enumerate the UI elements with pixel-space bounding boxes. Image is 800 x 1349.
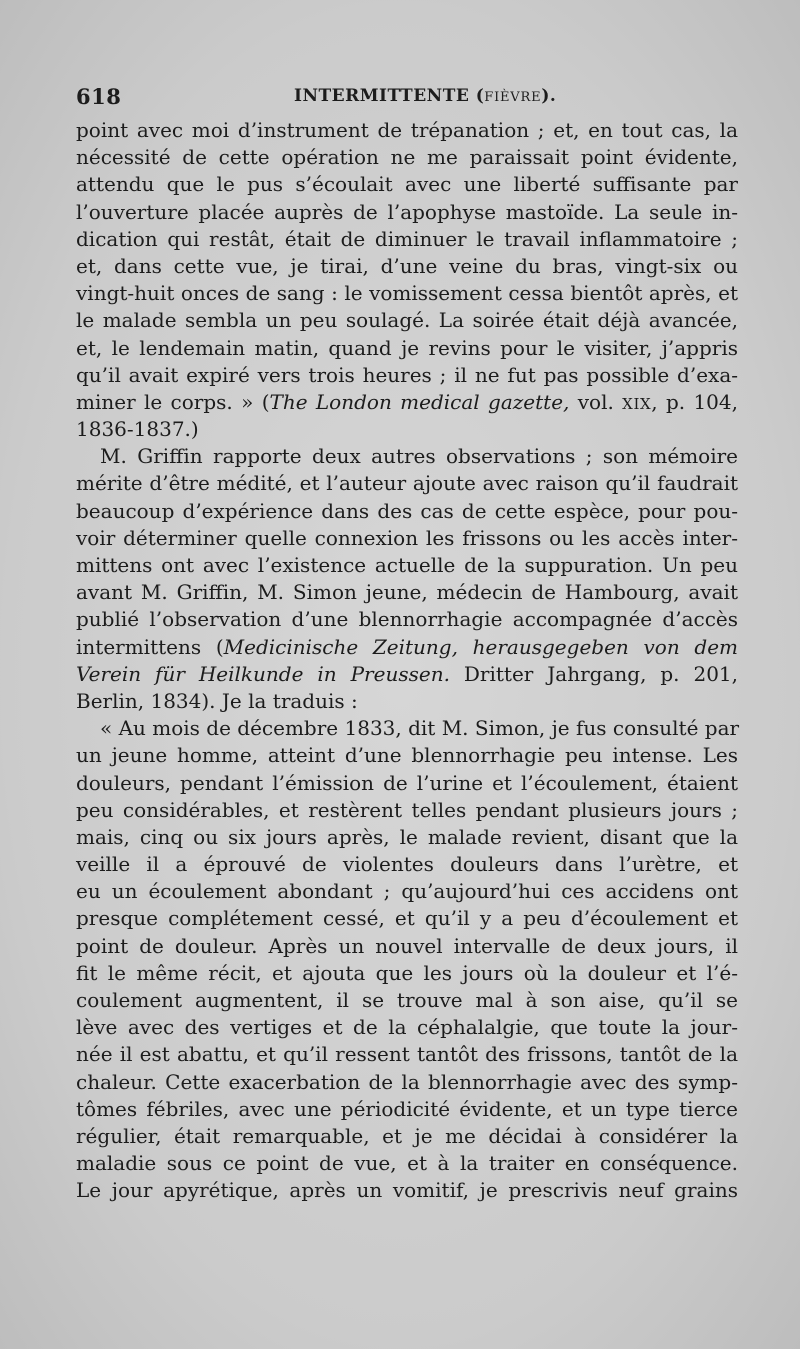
citation-post: , p. 104, (651, 389, 738, 414)
text-line: un jeune homme, atteint d’une blennorrhagie peu intense. Les (76, 743, 738, 768)
text-line: eu un écoulement abondant ; qu’aujourd’hui ces accidens ont (76, 879, 738, 904)
paragraph-start-line: « Au mois de décembre 1833, dit M. Simon, je fus consulté par (100, 716, 740, 741)
citation-journal: Verein für Heilkunde in Preussen. (76, 661, 450, 686)
citation-post: Dritter Jahrgang, p. 201, (449, 661, 739, 686)
text-line: fit le même récit, et ajouta que les jours où la douleur et l’é- (76, 960, 738, 985)
citation-pre: miner le corps. » ( (76, 389, 270, 414)
text-line: et, le lendemain matin, quand je revins pour le visiter, j’appris (76, 335, 738, 360)
citation-line (76, 634, 738, 661)
text-line: chaleur. Cette exacerbation de la blennorrhagie avec des symp- (76, 1069, 738, 1094)
text-line: veille il a éprouvé de violentes douleurs dans l’urètre, et (76, 852, 738, 877)
text-line: Berlin, 1834). Je la traduis : (76, 688, 358, 713)
body-text (76, 117, 738, 1205)
text-line: Le jour apyrétique, après un vomitif, je prescrivis neuf grains (76, 1178, 738, 1203)
text-line: qu’il avait expiré vers trois heures ; il ne fut pas possible d’exa- (76, 362, 738, 387)
text-line: presque complétement cessé, et qu’il y a peu d’écoulement et (76, 906, 738, 931)
citation-line (76, 661, 738, 688)
text-line: née il est abattu, et qu’il ressent tantôt des frissons, tantôt de la (76, 1042, 738, 1067)
text-line: maladie sous ce point de vue, et à la traiter en conséquence. (76, 1151, 738, 1176)
running-head-title: INTERMITTENTE (294, 86, 470, 106)
text-line: régulier, était remarquable, et je me décidai à considérer la (76, 1123, 738, 1148)
citation-journal: Medicinische Zeitung, herausgegeben von dem (223, 634, 738, 659)
running-head-paren-close: ). (541, 86, 557, 106)
text-line: lève avec des vertiges et de la céphalalgie, que toute la jour- (76, 1015, 738, 1040)
text-line: et, dans cette vue, je tirai, d’une veine du bras, vingt-six ou (76, 253, 738, 278)
text-line: publié l’observation d’une blennorrhagie accompagnée d’accès (76, 607, 738, 632)
text-line: vingt-huit onces de sang : le vomissement cessa bientôt après, et (76, 281, 738, 306)
text-line: nécessité de cette opération ne me paraissait point évidente, (76, 145, 738, 170)
citation-vol: vol. (569, 389, 623, 414)
running-head-subtitle: FIÈVRE (484, 90, 542, 105)
text-line: 1836-1837.) (76, 417, 199, 442)
paragraph-start-line: M. Griffin rapporte deux autres observations ; son mémoire (100, 444, 738, 469)
citation-journal: The London medical gazette, (269, 389, 570, 414)
text-line: mais, cinq ou six jours après, le malade revient, disant que la (76, 824, 738, 849)
text-line: coulement augmentent, il se trouve mal à son aise, qu’il se (76, 988, 738, 1012)
text-line: point de douleur. Après un nouvel intervalle de deux jours, il (76, 933, 738, 958)
citation-pre: intermittens ( (76, 634, 224, 659)
text-line: mérite d’être médité, et l’auteur ajoute avec raison qu’il faudrait (76, 471, 738, 496)
text-line: point avec moi d’instrument de trépanation ; et, en tout cas, la (76, 118, 738, 142)
text-line: le malade sembla un peu soulagé. La soirée était déjà avancée, (76, 308, 738, 333)
text-line: attendu que le pus s’écoulait avec une liberté suffisante par (76, 172, 738, 197)
text-line: mittens ont avec l’existence actuelle de la suppuration. Un peu (76, 553, 738, 577)
text-line: peu considérables, et restèrent telles pendant plusieurs jours ; (76, 797, 738, 822)
page-number: 618 (76, 84, 122, 109)
running-head-paren-open: ( (469, 86, 485, 106)
text-line: douleurs, pendant l’émission de l’urine et l’écoulement, étaient (76, 770, 738, 795)
text-line: tômes fébriles, avec une périodicité évidente, et un type tierce (76, 1096, 738, 1121)
text-line: voir déterminer quelle connexion les frissons ou les accès inter- (76, 525, 738, 550)
text-line: beaucoup d’expérience dans des cas de cette espèce, pour pou- (76, 498, 738, 523)
page-header (76, 84, 736, 112)
running-head (294, 86, 556, 106)
citation-vol-number: XIX (622, 394, 652, 413)
text-line: dication qui restât, était de diminuer le travail inflammatoire ; (76, 226, 738, 251)
citation-line (76, 389, 738, 416)
text-line: l’ouverture placée auprès de l’apophyse mastoïde. La seule in- (76, 199, 738, 224)
text-line: avant M. Griffin, M. Simon jeune, médecin de Hambourg, avait (76, 580, 738, 605)
